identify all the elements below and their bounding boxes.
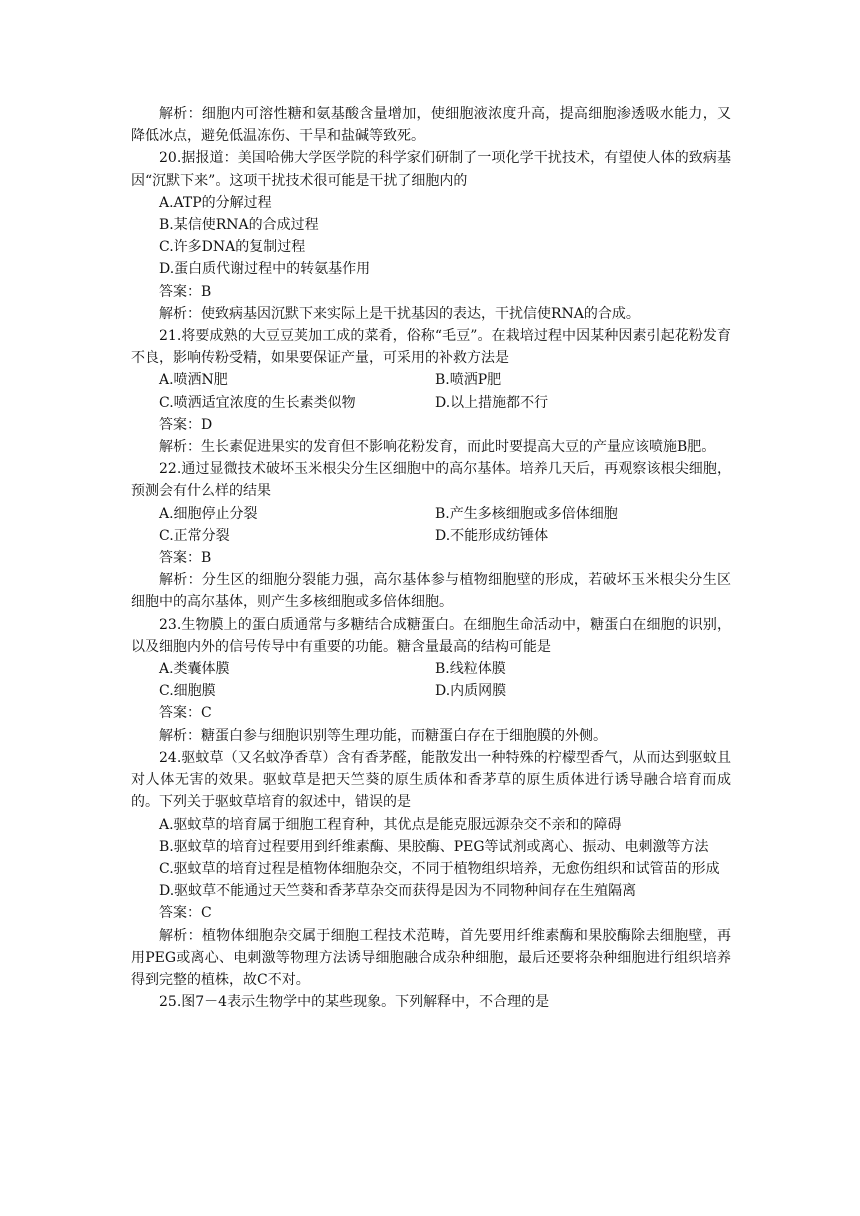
paragraph: 解析：细胞内可溶性糖和氨基酸含量增加，使细胞液浓度升高，提高细胞渗透吸水能力，又降低冰点，避免低温冻伤、干旱和盐碱等致死。 — [131, 106, 731, 145]
paragraph: D.驱蚊草不能通过天竺葵和香茅草杂交而获得是因为不同物种间存在生殖隔离 — [159, 883, 637, 900]
option-right: D.不能形成纺锤体 — [435, 527, 549, 544]
document-page — [131, 103, 731, 1013]
paragraph: 解析：使致病基因沉默下来实际上是干扰基因的表达，干扰信使RNA的合成。 — [159, 305, 640, 322]
option-right: B.线粒体膜 — [435, 661, 506, 678]
paragraph: 25.图7－4表示生物学中的某些现象。下列解释中，不合理的是 — [159, 994, 550, 1011]
paragraph: 21.将要成熟的大豆豆荚加工成的菜肴，俗称“毛豆”。在栽培过程中因某种因素引起花粉发育不良，影响传粉受精，如果要保证产量，可采用的补救方法是 — [131, 328, 731, 367]
option-row — [131, 680, 731, 702]
option-right: D.内质网膜 — [435, 683, 507, 700]
option-left: C.正常分裂 — [159, 527, 230, 544]
option-line: A.ATP的分解过程 — [159, 194, 272, 211]
paragraph: B.驱蚊草的培育过程要用到纤维素酶、果胶酶、PEG等试剂或离心、振动、电刺激等方法 — [159, 838, 709, 855]
option-line: B.某信使RNA的合成过程 — [159, 217, 319, 234]
paragraph: 解析：糖蛋白参与细胞识别等生理功能，而糖蛋白存在于细胞膜的外侧。 — [159, 727, 607, 744]
paragraph: 解析：植物体细胞杂交属于细胞工程技术范畴，首先要用纤维素酶和果胶酶除去细胞壁，再用PEG或离心、电刺激等物理方法诱导细胞融合成杂种细胞，最后还要将杂种细胞进行组织培养得到完整的植株，故C不对。 — [131, 927, 731, 988]
option-row — [131, 369, 731, 391]
option-row — [131, 658, 731, 680]
paragraph: A.驱蚊草的培育属于细胞工程育种，其优点是能克服远源杂交不亲和的障碍 — [159, 816, 622, 833]
option-line: 答案：C — [159, 705, 212, 722]
paragraph: 22.通过显微技术破坏玉米根尖分生区细胞中的高尔基体。培养几天后，再观察该根尖细胞，预测会有什么样的结果 — [131, 461, 731, 500]
paragraph: 24.驱蚊草（又名蚊净香草）含有香茅醛，能散发出一种特殊的柠檬型香气，从而达到驱蚊且对人体无害的效果。驱蚊草是把天竺葵的原生质体和香茅草的原生质体进行诱导融合培育而成的。下列关于驱蚊草培育的叙述中，错误的是 — [131, 749, 731, 811]
option-left: C.喷洒适宜浓度的生长素类似物 — [159, 394, 356, 411]
option-right: B.喷洒P肥 — [435, 372, 502, 389]
option-right: B.产生多核细胞或多倍体细胞 — [435, 505, 618, 522]
option-line: C.许多DNA的复制过程 — [159, 239, 306, 256]
option-line: 答案：C — [159, 905, 212, 922]
paragraph: 解析：生长素促进果实的发育但不影响花粉发育，而此时要提高大豆的产量应该喷施B肥。 — [159, 439, 716, 456]
option-line: 答案：B — [159, 550, 212, 567]
option-left: A.喷洒N肥 — [159, 372, 228, 389]
option-left: A.细胞停止分裂 — [159, 505, 258, 522]
paragraph: C.驱蚊草的培育过程是植物体细胞杂交，不同于植物组织培养，无愈伤组织和试管苗的形成 — [159, 860, 720, 877]
option-line: D.蛋白质代谢过程中的转氨基作用 — [159, 261, 371, 278]
option-left: C.细胞膜 — [159, 683, 216, 700]
option-line: 答案：D — [159, 416, 213, 433]
option-right: D.以上措施都不行 — [435, 394, 549, 411]
option-left: A.类囊体膜 — [159, 661, 230, 678]
paragraph: 20.据报道：美国哈佛大学医学院的科学家们研制了一项化学干扰技术，有望使人体的致病基因“沉默下来”。这项干扰技术很可能是干扰了细胞内的 — [131, 150, 731, 189]
option-line: 答案：B — [159, 283, 212, 300]
option-row — [131, 503, 731, 525]
option-row — [131, 525, 731, 547]
paragraph: 解析：分生区的细胞分裂能力强，高尔基体参与植物细胞壁的形成，若破坏玉米根尖分生区细胞中的高尔基体，则产生多核细胞或多倍体细胞。 — [131, 572, 731, 611]
paragraph: 23.生物膜上的蛋白质通常与多糖结合成糖蛋白。在细胞生命活动中，糖蛋白在细胞的识别，以及细胞内外的信号传导中有重要的功能。糖含量最高的结构可能是 — [131, 616, 731, 655]
option-row — [131, 392, 731, 414]
